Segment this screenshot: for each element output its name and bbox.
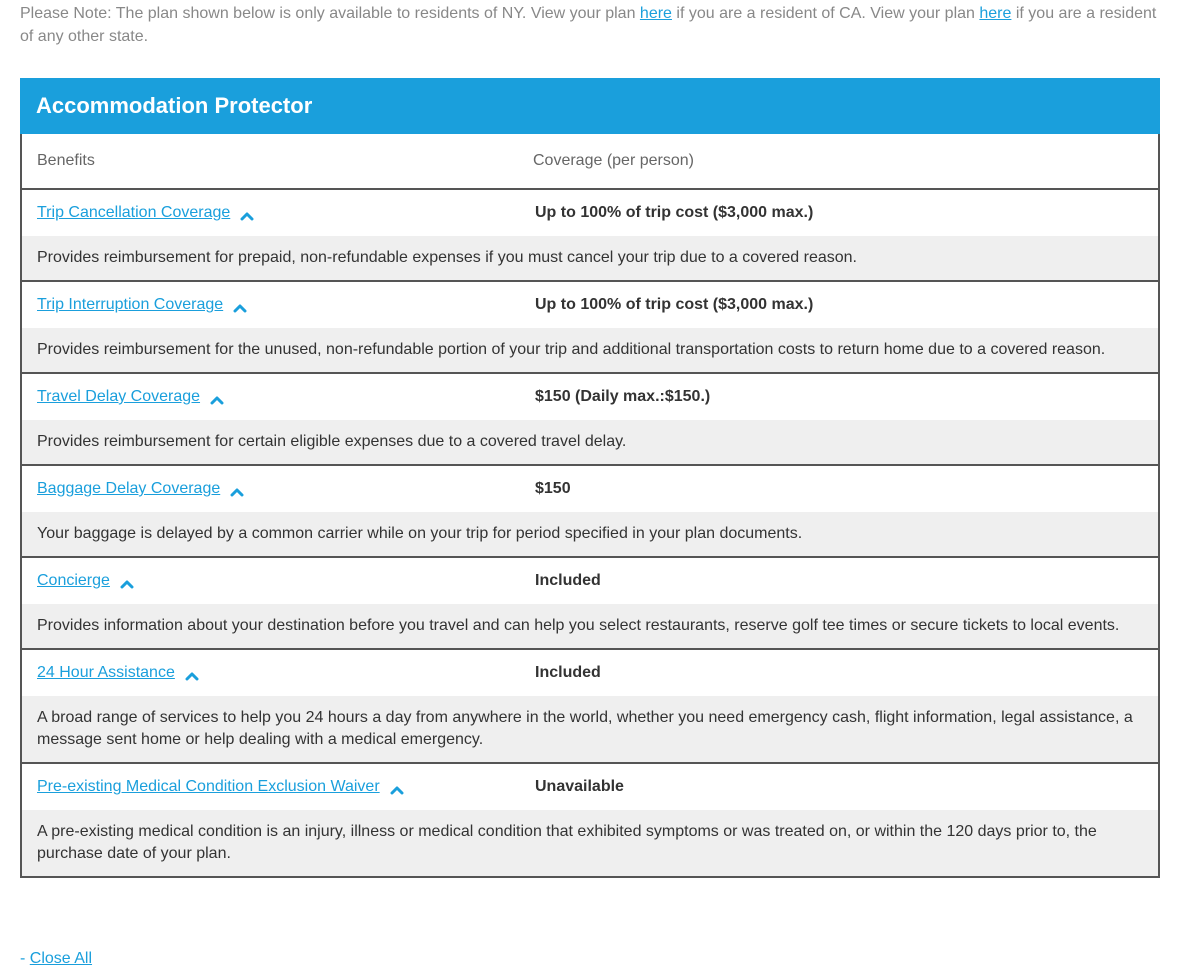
benefits-column-header: Benefits — [37, 152, 95, 169]
chevron-up-icon[interactable] — [210, 392, 224, 402]
benefit-name-cell — [22, 664, 535, 682]
benefit-coverage: Up to 100% of trip cost ($3,000 max.) — [535, 296, 814, 313]
benefit-name-cell — [22, 388, 535, 406]
close-all-control — [20, 950, 92, 968]
benefit-coverage: $150 (Daily max.:$150.) — [535, 388, 711, 405]
benefit-description: A pre-existing medical condition is an injury, illness or medical condition that exhibited symptoms or was treated on, or within the 120 days prior to, the purchase date of your plan. — [22, 810, 1158, 876]
benefit-description: Your baggage is delayed by a common carrier while on your trip for period specified in your plan documents. — [22, 512, 1158, 556]
benefit-name-cell — [22, 204, 535, 222]
benefit-coverage: Unavailable — [535, 778, 624, 795]
note-text-middle: if you are a resident of CA. View your plan — [671, 5, 980, 22]
chevron-up-icon[interactable] — [233, 300, 247, 310]
benefit-row — [22, 466, 1158, 512]
benefit-row — [22, 282, 1158, 328]
plan-header — [20, 78, 1160, 134]
benefit-toggle-link[interactable]: 24 Hour Assistance — [37, 664, 175, 681]
benefit-coverage: Up to 100% of trip cost ($3,000 max.) — [535, 204, 814, 221]
benefit-item — [22, 558, 1158, 650]
benefit-coverage: Included — [535, 664, 601, 681]
benefit-description: Provides reimbursement for certain eligible expenses due to a covered travel delay. — [22, 420, 1158, 464]
benefit-name-cell — [22, 480, 535, 498]
benefit-item — [22, 650, 1158, 764]
benefit-toggle-link[interactable]: Concierge — [37, 572, 110, 589]
benefit-description: Provides reimbursement for prepaid, non-refundable expenses if you must cancel your trip due to a covered reason. — [22, 236, 1158, 280]
benefit-name-cell — [22, 778, 535, 796]
chevron-up-icon[interactable] — [240, 208, 254, 218]
benefit-coverage: Included — [535, 572, 601, 589]
coverage-column-header: Coverage (per person) — [533, 152, 694, 169]
close-all-dash: - — [20, 950, 30, 967]
benefit-row — [22, 650, 1158, 696]
benefit-toggle-link[interactable]: Trip Cancellation Coverage — [37, 204, 231, 221]
plan-card — [20, 78, 1160, 878]
ca-plan-link[interactable]: here — [639, 5, 672, 22]
benefit-toggle-link[interactable]: Pre-existing Medical Condition Exclusion Waiver — [37, 778, 380, 795]
benefits-list — [22, 190, 1158, 876]
benefit-description: Provides information about your destination before you travel and can help you select restaurants, reserve golf tee times or secure tickets to local events. — [22, 604, 1158, 648]
benefit-row — [22, 558, 1158, 604]
benefit-toggle-link[interactable]: Baggage Delay Coverage — [37, 480, 221, 497]
chevron-up-icon[interactable] — [185, 668, 199, 678]
benefit-toggle-link[interactable]: Travel Delay Coverage — [37, 388, 201, 405]
benefit-row — [22, 764, 1158, 810]
chevron-up-icon[interactable] — [120, 576, 134, 586]
benefit-item — [22, 764, 1158, 876]
benefit-row — [22, 374, 1158, 420]
benefit-row — [22, 190, 1158, 236]
chevron-up-icon[interactable] — [230, 484, 244, 494]
benefit-item — [22, 374, 1158, 466]
benefit-item — [22, 282, 1158, 374]
plan-title: Accommodation Protector — [36, 93, 313, 118]
residency-note — [20, 2, 1165, 48]
benefit-toggle-link[interactable]: Trip Interruption Coverage — [37, 296, 224, 313]
benefit-coverage: $150 — [535, 480, 571, 497]
other-state-plan-link[interactable]: here — [979, 5, 1012, 22]
column-headers — [22, 134, 1158, 190]
benefit-description: Provides reimbursement for the unused, non-refundable portion of your trip and additional transportation costs to return home due to a covered reason. — [22, 328, 1158, 372]
close-all-link[interactable]: Close All — [29, 950, 93, 967]
note-text-suffix: if you are a resident of any other state. — [20, 5, 1157, 45]
note-text-prefix: Please Note: The plan shown below is only available to residents of NY. View your plan — [20, 5, 640, 22]
benefit-item — [22, 190, 1158, 282]
benefit-name-cell — [22, 572, 535, 590]
benefit-name-cell — [22, 296, 535, 314]
benefit-item — [22, 466, 1158, 558]
benefit-description: A broad range of services to help you 24 hours a day from anywhere in the world, whether you need emergency cash, flight information, legal assistance, a message sent home or help dealing with a medical emergency. — [22, 696, 1158, 762]
chevron-up-icon[interactable] — [390, 782, 404, 792]
